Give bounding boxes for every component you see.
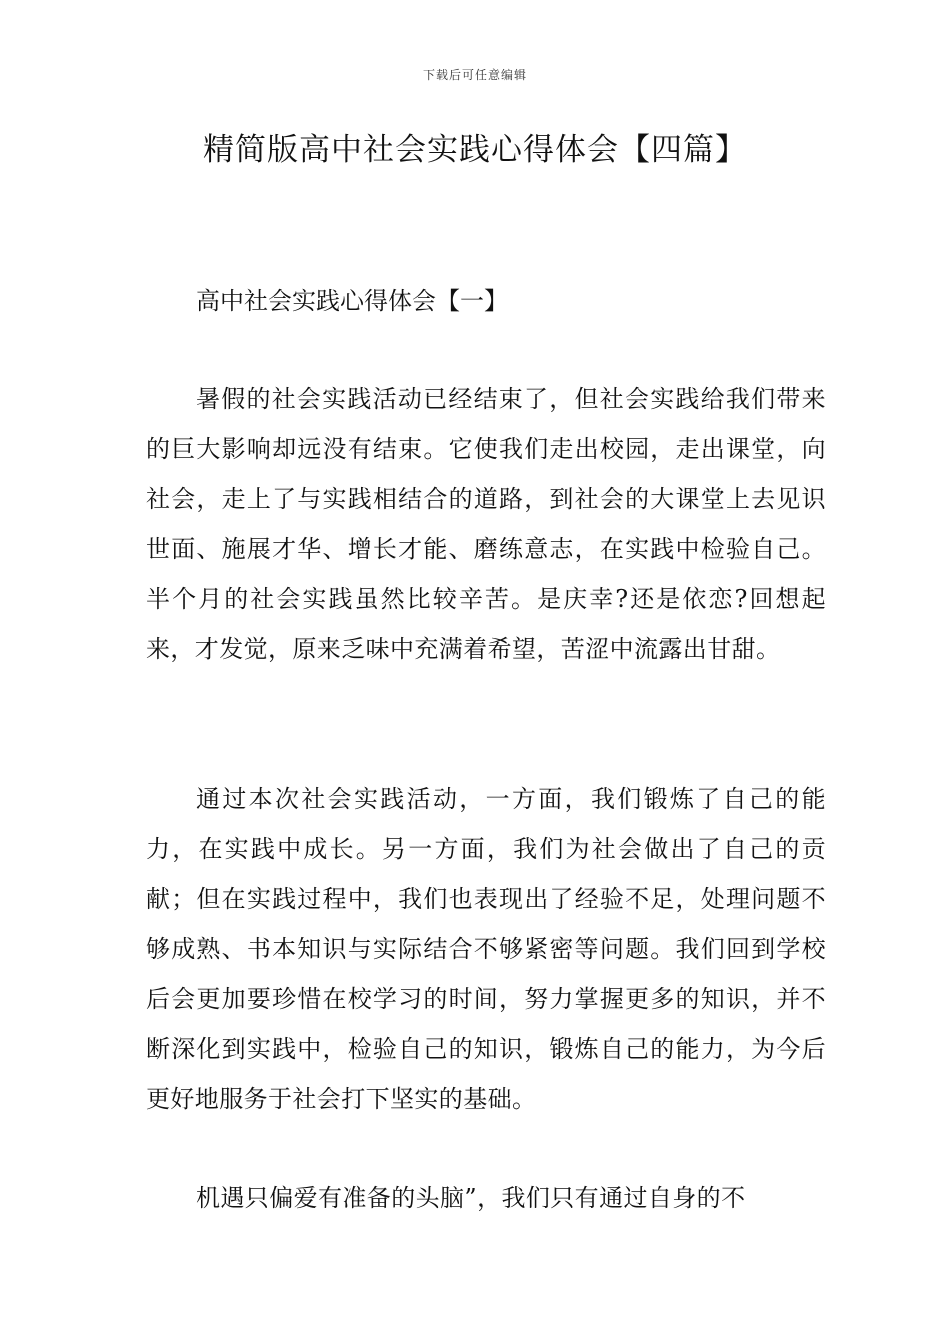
header-note: 下载后可任意编辑 (422, 68, 527, 82)
paragraph-1: 暑假的社会实践活动已经结束了，但社会实践给我们带来的巨大影响却远没有结束。它使我们走出校园，走出课堂，向社会，走上了与实践相结合的道路，到社会的大课堂上去见识世面、施展才华、增长才能、磨练意志，在实践中检验自己。半个月的社会实践虽然比较辛苦。是庆幸?还是依恋?回想起来，才发觉，原来乏味中充满着希望，苦涩中流露出甘甜。 (146, 385, 826, 663)
section-heading: 高中社会实践心得体会【一】 (196, 287, 508, 315)
paragraph-3: 机遇只偏爱有准备的头脑”，我们只有通过自身的不 (196, 1184, 746, 1212)
paragraph-2: 通过本次社会实践活动，一方面，我们锻炼了自己的能力，在实践中成长。另一方面，我们为社会做出了自己的贡献；但在实践过程中，我们也表现出了经验不足，处理问题不够成熟、书本知识与实际结合不够紧密等问题。我们回到学校后会更加要珍惜在校学习的时间，努力掌握更多的知识，并不断深化到实践中，检验自己的知识，锻炼自己的能力，为今后更好地服务于社会打下坚实的基础。 (146, 785, 826, 1113)
document-title: 精简版高中社会实践心得体会【四篇】 (203, 132, 747, 168)
